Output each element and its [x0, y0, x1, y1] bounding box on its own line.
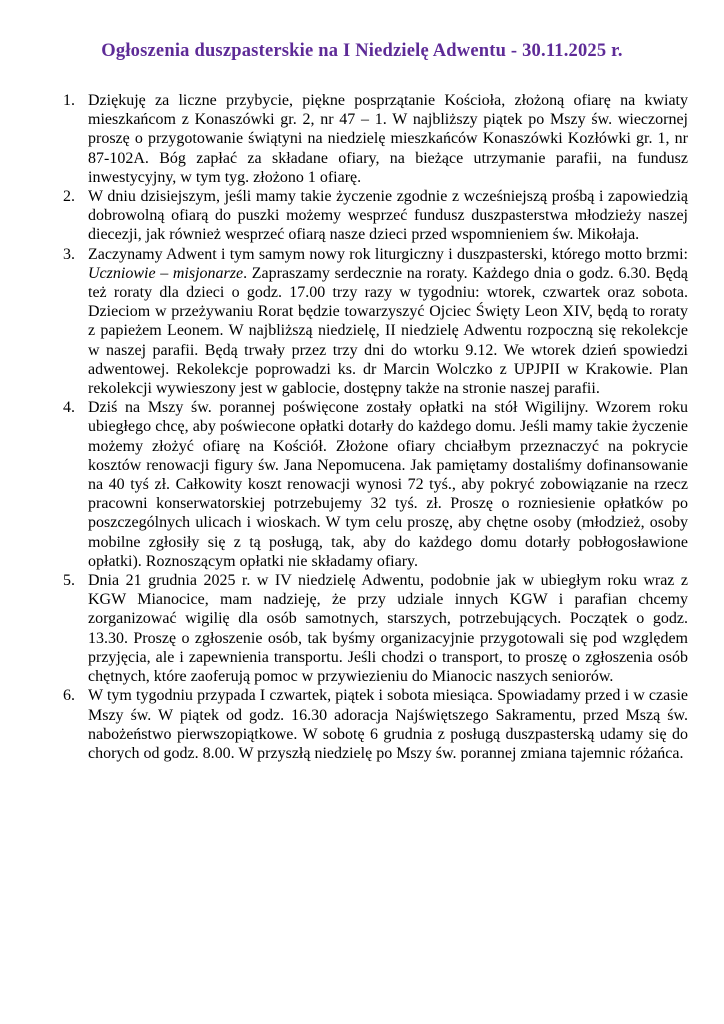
item-text-after: . Zapraszamy serdecznie na roraty. Każdego dnia o godz. 6.30. Będą też roraty dla dzieci o godz. 17.00 trzy razy w tygodniu: wtorek, czwartek oraz sobota. Dzieciom w przeżywaniu Rorat będzie towarzyszyć Ojciec Święty Leon XIV, będą to roraty z papieżem Leonem. W najbliższą niedzielę, II niedzielę Adwentu rozpoczną się rekolekcje w naszej parafii. Będą trwały przez trzy dni do wtorku 9.12. We wtorek dzień spowiedzi adwentowej. Rekolekcje poprowadzi ks. dr Marcin Wolczko z UPJPII w Krakowie. Plan rekolekcji wywieszony jest w gablocie, dostępny także na stronie naszej parafii. — [88, 264, 688, 398]
page-title: Ogłoszenia duszpasterskie na I Niedzielę Adwentu - 30.11.2025 r. — [101, 41, 623, 61]
item-text: W tym tygodniu przypada I czwartek, piątek i sobota miesiąca. Spowiadamy przed i w czasie Mszy św. W piątek od godz. 16.30 adoracja Najświętszego Sakramentu, przed Mszą św. nabożeństwo pierwszopiątkowe. W sobotę 6 grudnia z posługą duszpasterską udamy się do chorych od godz. 8.00. W przyszłą niedzielę po Mszy św. porannej zmiana tajemnic różańca. — [88, 687, 688, 762]
item-text: Zaczynamy Adwent i tym samym nowy rok liturgiczny i duszpasterski, którego motto brzmi: — [88, 245, 688, 263]
announcement-item-6 — [63, 686, 688, 763]
announcements-list — [63, 91, 688, 763]
item-text-italic: Uczniowie – misjonarze — [88, 264, 244, 282]
item-text: W dniu dzisiejszym, jeśli mamy takie życzenie zgodnie z wcześniejszą prośbą i zapowiedzią dobrowolną ofiarą do puszki możemy wesprzeć fundusz duszpasterstwa młodzieży naszej diecezji, jak również wesprzeć ofiarą nasze dzieci przed wspomnieniem św. Mikołaja. — [88, 188, 688, 244]
item-number: 3. — [63, 245, 75, 263]
item-number: 6. — [63, 687, 75, 705]
item-text: Dziękuję za liczne przybycie, piękne posprzątanie Kościoła, złożoną ofiarę na kwiaty mieszkańcom z Konaszówki gr. 2, nr 47 – 1. W najbliższy piątek po Mszy św. wieczornej proszę o przygotowanie świątyni na niedzielę mieszkańców Konaszówki Kozłówki gr. 1, nr 87-102A. Bóg zapłać za składane ofiary, na bieżące utrzymanie parafii, na fundusz inwestycyjny, w tym tyg. złożono 1 ofiarę. — [88, 92, 688, 186]
item-number: 1. — [63, 92, 75, 109]
announcement-item-2 — [63, 187, 688, 245]
item-number: 4. — [63, 399, 75, 417]
announcement-item-1 — [63, 91, 688, 187]
announcement-item-3 — [63, 245, 688, 399]
announcement-item-5 — [63, 571, 688, 686]
announcement-item-4 — [63, 398, 688, 571]
item-text: Dnia 21 grudnia 2025 r. w IV niedzielę Adwentu, podobnie jak w ubiegłym roku wraz z KGW Mianocice, mam nadzieję, że przy udziale innych KGW i parafian chcemy zorganizować wigilię dla osób samotnych, starszych, potrzebujących. Początek o godz. 13.30. Proszę o zgłoszenie osób, tak byśmy organizacyjnie przygotowali się pod względem przyjęcia, ale i zapewnienia transportu. Jeśli chodzi o transport, to proszę o zgłoszenia osób chętnych, które zaoferują pomoc w przywiezieniu do Mianocic naszych seniorów. — [88, 572, 688, 686]
item-number: 2. — [63, 188, 75, 206]
item-text: Dziś na Mszy św. porannej poświęcone zostały opłatki na stół Wigilijny. Wzorem roku ubiegłego chcę, aby poświecone opłatki dotarły do każdego domu. Jeśli mamy takie życzenie możemy złożyć ofiarę na Kościół. Złożone ofiary chciałbym przeznaczyć na pokrycie kosztów renowacji figury św. Jana Nepomucena. Jak pamiętamy dostaliśmy dofinansowanie na 40 tyś zł. Całkowity koszt renowacji wynosi 72 tyś., aby pokryć zobowiązanie na rzecz pracowni konserwatorskiej potrzebujemy 32 tyś. zł. Proszę o rozniesienie opłatków po poszczególnych ulicach i wioskach. W tym celu proszę, aby chętne osoby (młodzież, osoby mobilne zgłosiły się z tą posługą, tak, aby do każdego domu dotarły pobłogosławione opłatki). Roznoszącym opłatki nie składamy ofiary. — [88, 399, 688, 570]
item-number: 5. — [63, 572, 75, 590]
